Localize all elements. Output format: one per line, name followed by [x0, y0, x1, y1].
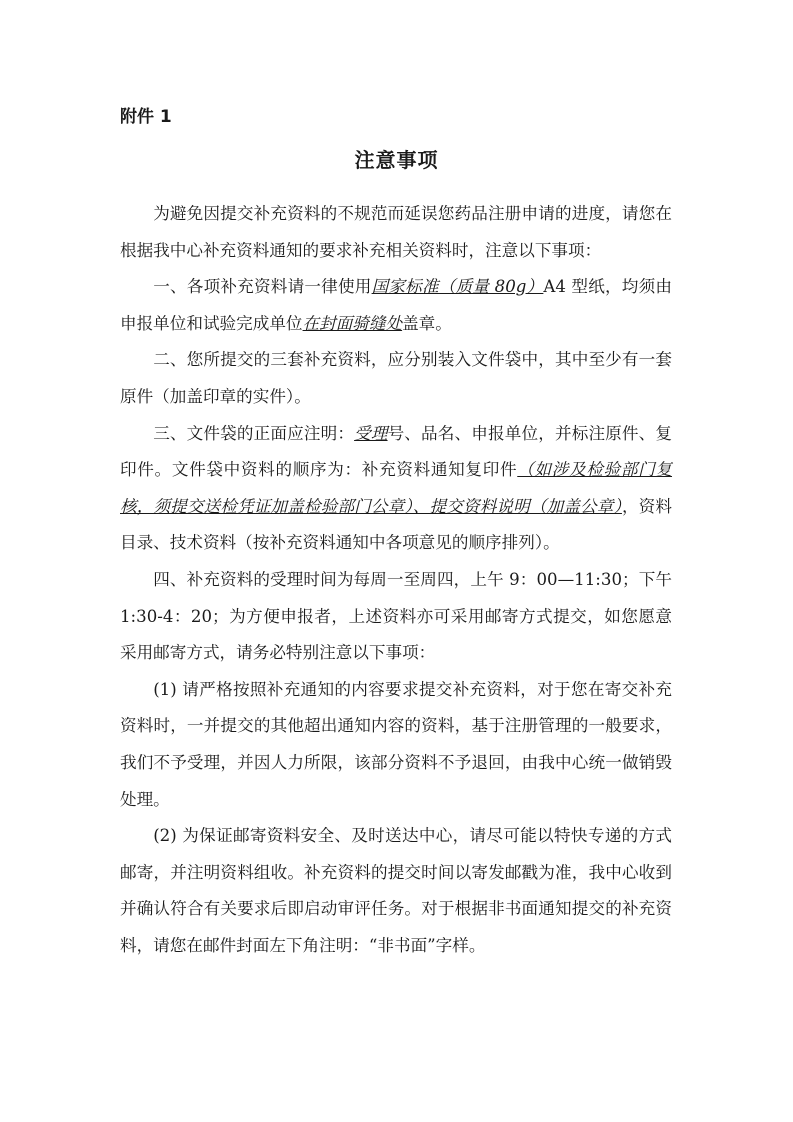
paragraph-subitem-2: (2) 为保证邮寄资料安全、及时送达中心，请尽可能以特快专递的方式邮寄，并注明资料组收。补充资料的提交时间以寄发邮戳为准，我中心收到并确认符合有关要求后即启动审评任务。对于根据非书面通知提交的补充资料，请您在邮件封面左下角注明：“非书面”字样。	[120, 826, 672, 955]
paragraph-item-2: 二、您所提交的三套补充资料，应分别装入文件袋中，其中至少有一套原件（加盖印章的实件）。	[120, 350, 672, 406]
paragraph-intro: 为避免因提交补充资料的不规范而延误您药品注册申请的进度，请您在根据我中心补充资料通知的要求补充相关资料时，注意以下事项：	[120, 204, 672, 260]
paragraph-item-1-text-c: A4 型纸，均须由申报单位和试验完成单位	[120, 277, 672, 333]
paragraph-item-3-text-a: 三、文件袋的正面应注明：	[153, 423, 355, 443]
paragraph-item-1-text-a: 一、各项补充资料请一律使用	[153, 277, 372, 297]
paper-standard-note: 国家标准（质量 80g）	[371, 277, 544, 297]
document-body	[120, 196, 672, 964]
paragraph-item-1	[120, 269, 672, 342]
paragraph-item-3-text-e: ，资料目录、技术资料（按补充资料通知中各项意见的顺序排列）。	[120, 496, 673, 553]
paragraph-item-1-text-e: 盖章。	[402, 313, 452, 333]
acceptance-note: 受理	[354, 423, 388, 443]
seal-location-note: 在封面骑缝处	[302, 313, 403, 333]
paragraph-item-3-text-c: 号、品名、申报单位，并标注原件、复印件。文件袋中资料的顺序为：补充资料通知复印件	[120, 423, 673, 480]
paragraph-item-4: 四、补充资料的受理时间为每周一至周四，上午 9：00—11:30；下午 1:30-4：20；为方便申报者，上述资料亦可采用邮寄方式提交，如您愿意采用邮寄方式，请务必特别注意以下事项：	[120, 569, 672, 663]
paragraph-item-3	[120, 416, 672, 562]
attachment-label: 附件 1	[120, 107, 172, 127]
inspection-note: （如涉及检验部门复核，须提交送检凭证加盖检验部门公章）、提交资料说明（加盖公章）	[120, 460, 673, 516]
page-title: 注意事项	[354, 148, 439, 172]
paragraph-subitem-1: (1) 请严格按照补充通知的内容要求提交补充资料，对于您在寄交补充资料时，一并提交的其他超出通知内容的资料，基于注册管理的一般要求，我们不予受理，并因人力所限，该部分资料不予退回，由我中心统一做销毁处理。	[120, 679, 672, 809]
